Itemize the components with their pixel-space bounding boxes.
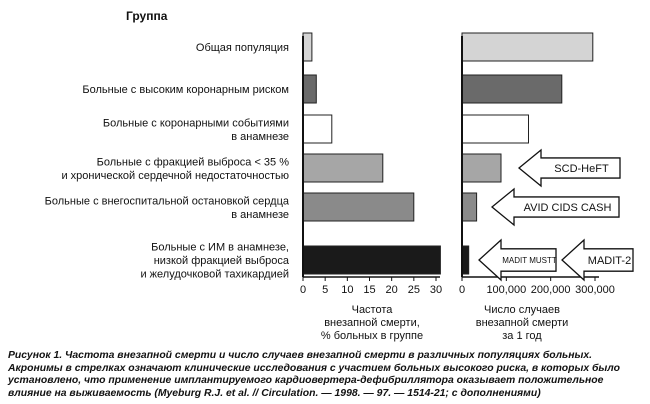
x-tick-label: 5	[322, 284, 329, 296]
bar	[303, 115, 332, 143]
right-chart	[459, 33, 615, 342]
x-axis-title: за 1 год	[502, 330, 542, 342]
x-tick-label: 0	[299, 284, 307, 296]
bar	[462, 246, 469, 274]
x-tick-label: 300,000	[575, 284, 615, 296]
bar	[462, 115, 529, 143]
bar	[303, 33, 312, 61]
category-label: Больные с коронарными событиями	[102, 117, 289, 130]
x-tick-label: 15	[363, 284, 376, 296]
x-tick-label: 20	[385, 284, 398, 296]
arrow-label: SCD-HeFT	[554, 162, 609, 175]
x-tick-label: 0	[458, 284, 466, 296]
group-header: Группа	[126, 9, 168, 23]
category-labels	[45, 42, 290, 281]
x-tick-label: 30	[429, 284, 443, 296]
category-label: низкой фракцией выброса	[153, 255, 289, 267]
arrow-label: MADIT-2	[587, 254, 632, 267]
category-label: Больные с фракцией выброса < 35 %	[96, 156, 289, 169]
arrow-label: AVID CIDS CASH	[523, 201, 612, 214]
x-axis-title: внезапной смерти	[475, 317, 569, 329]
x-tick-label: 10	[341, 284, 354, 296]
bar	[462, 193, 477, 221]
x-axis-title: Число случаев	[484, 304, 560, 316]
category-label: в анамнезе	[231, 130, 289, 143]
x-axis-title: % больных в группе	[320, 330, 424, 342]
bar	[303, 75, 316, 103]
x-axis-title: Частота	[351, 304, 393, 316]
x-tick-label: 25	[407, 284, 420, 296]
trial-arrows	[479, 150, 633, 280]
arrow-label: MADIT MUSTT	[502, 255, 557, 265]
category-label: Общая популяция	[195, 42, 289, 54]
bar	[303, 193, 414, 221]
bar	[462, 154, 501, 182]
x-tick-label: 100,000	[486, 284, 527, 296]
left-chart	[300, 33, 442, 342]
category-label: Больные с внегоспитальной остановкой сердца	[44, 195, 289, 208]
category-label: Больные с высоким коронарным риском	[82, 84, 289, 96]
bar	[303, 246, 440, 274]
x-tick-label: 200,000	[530, 284, 571, 296]
x-axis-title: внезапной смерти,	[324, 317, 420, 329]
bar	[303, 154, 383, 182]
bar	[462, 33, 593, 61]
category-label: и хронической сердечной недостаточностью	[61, 169, 289, 182]
bar	[462, 75, 562, 103]
category-label: Больные с ИМ в анамнезе,	[151, 241, 289, 254]
category-label: в анамнезе	[231, 208, 289, 221]
category-label: и желудочковой тахикардией	[140, 268, 289, 281]
figure-caption: Рисунок 1. Частота внезапной смерти и число случаев внезапной смерти в различных популяциях больных. Акронимы в стрелках означают клинические исследования с участием больных высокого риска, в которых было установлено, что применение имплантируемого кардиовертера-дефибриллятора оказывает положительное влияние на выживаемость (Myeburg R.J. et al. // Circulation. — 1998. — 97. — 1514-21; с дополнениями)	[8, 350, 620, 399]
